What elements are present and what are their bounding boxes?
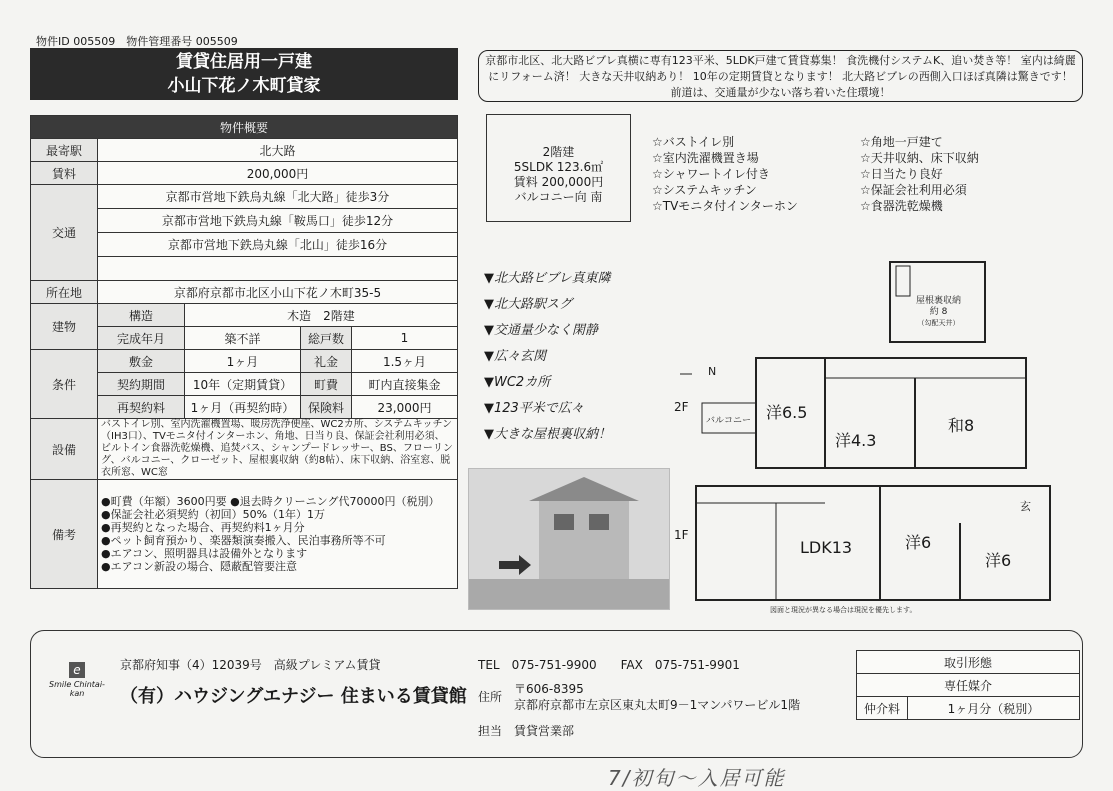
built-value: 築不詳 [185,327,301,350]
equipment-value: バストイレ別、室内洗濯機置場、暖房洗浄便座、WC2カ所、システムキッチン（IH3口）、TVモニタ付インターホン、角地、日当り良、保証会社利用必須、ビルトイン食器洗乾燥機、追焚バス、シャンプードレッサー、BS、フローリング、バルコニー、クローゼット、屋根裏収納（約8帖）、床下収納、浴室窓、脱衣所窓、WC窓 [98,419,458,480]
license: 京都府知事（4）12039号 高級プレミアム賃貸 [120,658,381,672]
renewal-label: 再契約料 [98,396,185,419]
info-line: 2階建 [542,145,575,159]
town-fee-value: 町内直接集金 [351,373,457,396]
attic-text: 屋根裏収納 [916,296,962,306]
fee-label: 仲介料 [857,697,908,720]
notes-value [98,480,458,589]
insurance-value: 23,000円 [351,396,457,419]
feature-item: ☆室内洗濯機置き場 [652,151,759,165]
built-label: 完成年月 [98,327,185,350]
deal-title: 取引形態 [857,651,1080,674]
logo-mark-icon: e [69,662,85,678]
staff-value: 賃貸営業部 [514,724,575,738]
term-label: 契約期間 [98,373,185,396]
room-6-b: 洋6 [985,551,1012,570]
zip-code: 〒606-8395 [514,682,584,696]
balcony-label: バルコニー [706,416,752,426]
room-4-3: 洋4.3 [835,431,877,450]
handwritten-note: 7/初旬〜入居可能 [608,766,786,790]
town-fee-label: 町費 [300,373,351,396]
feature-item: ☆日当たり良好 [860,167,943,181]
point-item: ▼交通量少なく閑静 [484,323,598,338]
point-item: ▼大きな屋根裏収納！ [484,427,611,442]
info-line: 賃料 200,000円 [513,175,604,189]
title-block [30,48,458,100]
note-line: ●町費（年額）3600円要 ●退去時クリーニング代70000円（税別） [101,495,440,508]
equipment-label: 設備 [31,419,98,480]
spec-table [30,115,458,589]
address-label: 所在地 [31,281,98,304]
deposit-value: 1ヶ月 [185,350,301,373]
renewal-value: 1ヶ月（再契約時） [185,396,301,419]
feature-item: ☆天井収納、床下収納 [860,151,979,165]
traffic-line: 京都市営地下鉄烏丸線「北山」徒歩16分 [98,233,458,257]
attic-label [916,296,961,329]
staff-label: 担当 [478,724,503,738]
company-logo [42,662,112,698]
traffic-label: 交通 [31,185,98,281]
notes-label: 備考 [31,480,98,589]
note-line: ●ペット飼育預かり、楽器類演奏搬入、民泊事務所等不可 [101,534,386,547]
info-box [486,114,631,222]
selling-points [484,266,611,448]
features-right [860,134,979,214]
point-item: ▼広々玄関 [484,349,546,364]
deal-type: 専任媒介 [857,674,1080,697]
entrance-label: 玄 [1020,500,1031,513]
features-left [652,134,798,214]
rent-label: 賃料 [31,162,98,185]
feature-item: ☆TVモニタ付インターホン [652,199,798,213]
floor-1f-label: 1F [674,528,689,542]
deal-table [856,650,1080,720]
point-item: ▼北大路ビブレ真東隣 [484,271,611,286]
info-line: 5SLDK 123.6㎡ [513,160,604,174]
units-label: 総戸数 [300,327,351,350]
point-item: ▼123平米で広々 [484,401,584,416]
north-label: N [708,365,717,378]
deposit-label: 敷金 [98,350,185,373]
rent-value: 200,000円 [98,162,458,185]
title-name: 小山下花ノ木町貸家 [167,76,321,96]
fee-value: 1ヶ月分（税別） [908,697,1080,720]
company-name: （有）ハウジングエナジー 住まいる賃貸館 [120,686,467,707]
info-line: バルコニー向 南 [514,190,603,204]
feature-item: ☆角地一戸建て [860,135,943,149]
insurance-label: 保険料 [300,396,351,419]
station-label: 最寄駅 [31,139,98,162]
feature-item: ☆食器洗乾燥機 [860,199,943,213]
feature-item: ☆保証会社利用必須 [860,183,967,197]
plan-note: 図面と現況が異なる場合は現況を優先します。 [770,606,917,614]
room-6-5: 洋6.5 [766,403,808,422]
phone-fax: TEL 075-751-9900 FAX 075-751-9901 [478,658,740,672]
feature-item: ☆シャワートイレ付き [652,167,770,181]
building-label: 建物 [31,304,98,350]
room-6-a: 洋6 [905,533,932,552]
attic-note: （勾配天井） [917,319,960,327]
address-label: 住所 [478,690,503,704]
note-line: ●エアコン、照明器具は設備外となります [101,547,308,560]
traffic-line: 京都市営地下鉄烏丸線「北大路」徒歩3分 [98,185,458,209]
attic-size: 約 8 [929,307,948,317]
note-line: ●再契約となった場合、再契約料1ヶ月分 [101,521,305,534]
company-address: 京都府京都市左京区東丸太町9－1マンパワービル1階 [514,698,801,712]
structure-value: 木造 2階建 [185,304,458,327]
house-photo [468,468,670,610]
feature-item: ☆バストイレ別 [652,135,735,149]
units-value: 1 [351,327,457,350]
term-value: 10年（定期賃貸） [185,373,301,396]
point-item: ▼WC2カ所 [484,375,551,390]
note-line: ●保証会社必須契約（初回）50%（1年）1万 [101,508,326,521]
traffic-line: 京都市営地下鉄烏丸線「鞍馬口」徒歩12分 [98,209,458,233]
floor-plan [674,258,1080,616]
conditions-label: 条件 [31,350,98,419]
brand-name: Smile Chintai-kan [49,680,105,698]
note-line: ●エアコン新設の場合、隠蔽配管要注意 [101,560,298,573]
traffic-line [98,257,458,281]
key-money-value: 1.5ヶ月 [351,350,457,373]
summary-text: 京都市北区、北大路ビブレ真横に専有123平米、5LDK戸建て賃貸募集！ 食洗機付システムK、追い焚き等！ 室内は綺麗にリフォーム済！ 大きな天井収納あり！ 10年の定期賃貸となります！ 北大路ビブレの西側入口ほぼ真隣は驚きです！ 前道は、交通量が少ない落ち着いた住環境！ [478,50,1083,102]
room-ldk-13: LDK13 [800,538,853,557]
title-type: 賃貸住居用一戸建 [176,52,312,72]
point-item: ▼北大路駅スグ [484,297,572,312]
key-money-label: 礼金 [300,350,351,373]
structure-label: 構造 [98,304,185,327]
station-value: 北大路 [98,139,458,162]
feature-item: ☆システムキッチン [652,183,757,197]
address-value: 京都府京都市北区小山下花ノ木町35-5 [98,281,458,304]
spec-heading: 物件概要 [31,116,458,139]
floor-2f-label: 2F [674,400,689,414]
room-wa-8: 和8 [948,416,975,435]
property-ids: 物件ID 005509 物件管理番号 005509 [36,35,238,48]
